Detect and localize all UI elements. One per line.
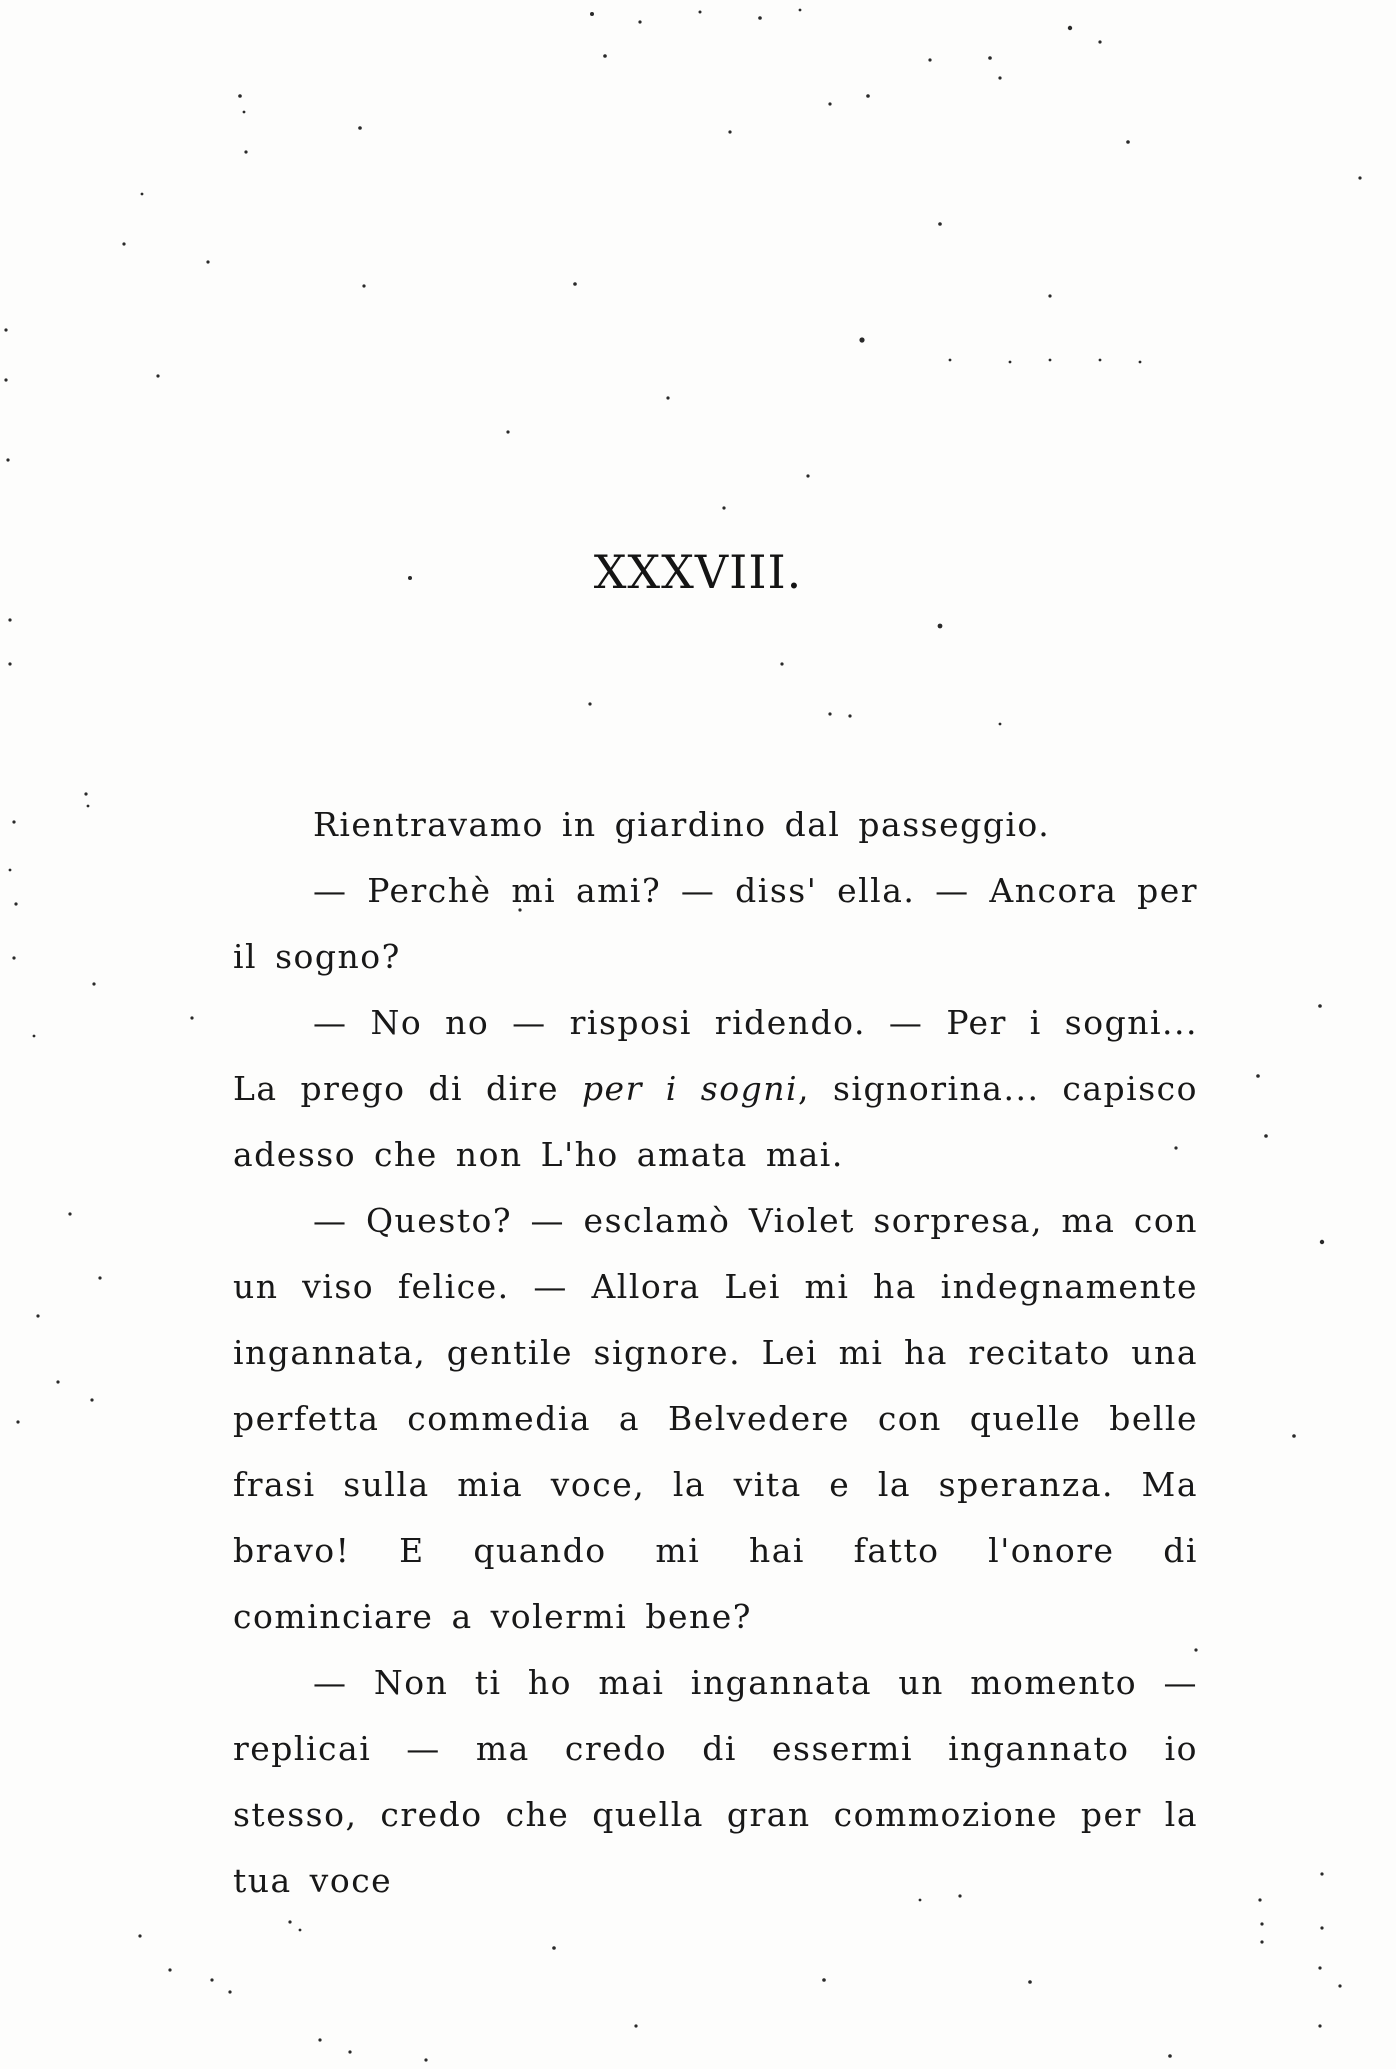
- italic-phrase: per i sogni: [581, 1069, 799, 1108]
- paragraph: [233, 858, 1198, 990]
- paragraph: [233, 990, 1198, 1188]
- paragraph-text: , signorina... capisco adesso che non L'ho amata mai.: [233, 1069, 1198, 1174]
- paragraph: [233, 1650, 1198, 1914]
- chapter-title: XXXVIII.: [593, 545, 803, 599]
- paragraph-text: — Non ti ho mai ingannata un momento — replicai — ma credo di essermi ingannato io stesso, credo che quella gran commozione per la tua voce: [233, 1663, 1198, 1900]
- chapter-body: [233, 792, 1198, 1914]
- paragraph-text: Rientravamo in giardino dal passeggio.: [313, 805, 1051, 844]
- paragraph: [233, 792, 1198, 858]
- paragraph-text: — No no — risposi ridendo. — Per i sogni... La prego di dire: [233, 1003, 1198, 1108]
- paragraph: [233, 1188, 1198, 1650]
- paragraph-text: — Questo? — esclamò Violet sorpresa, ma con un viso felice. — Allora Lei mi ha indegnamente ingannata, gentile signore. Lei mi ha recitato una perfetta commedia a Belvedere con quelle belle frasi sulla mia voce, la vita e la speranza. Ma bravo! E quando mi hai fatto l'onore di cominciare a volermi bene?: [233, 1201, 1198, 1636]
- paragraph-text: — Perchè mi ami? — diss' ella. — Ancora per il sogno?: [233, 871, 1198, 976]
